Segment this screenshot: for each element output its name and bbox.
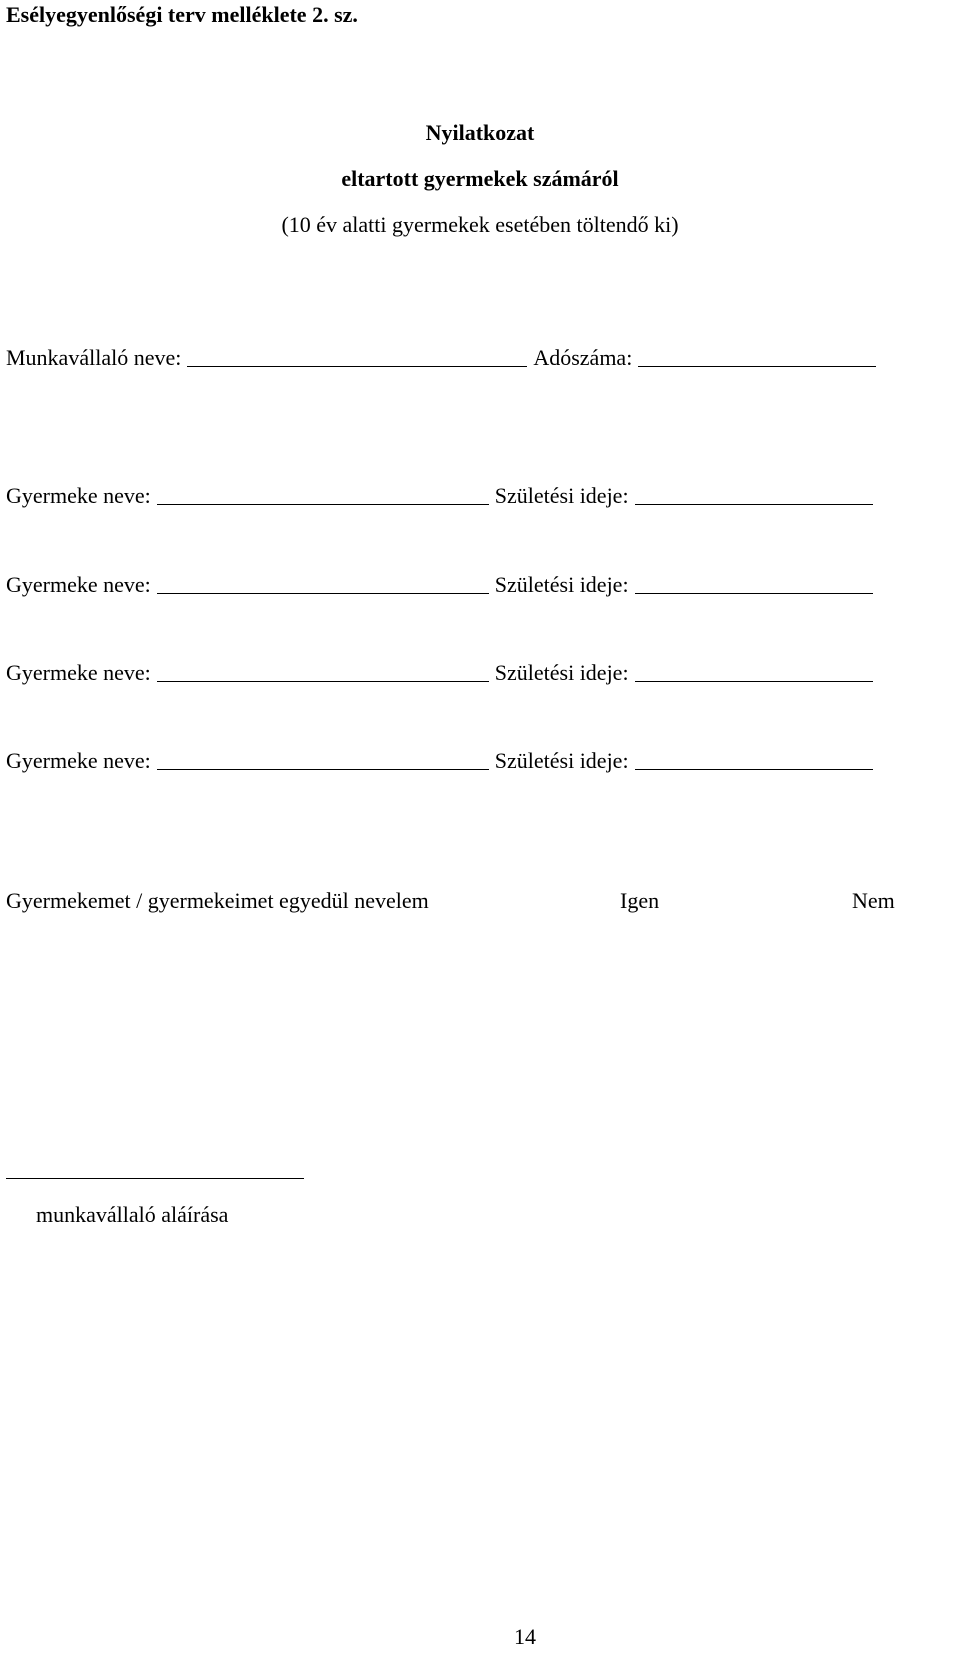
form-title: Nyilatkozat — [425, 120, 535, 145]
signature-label: munkavállaló aláírása — [36, 1202, 229, 1227]
child-name-field[interactable] — [157, 749, 489, 770]
child-row — [6, 483, 879, 509]
page-number: 14 — [514, 1624, 536, 1649]
child-birth-label: Születési ideje: — [494, 660, 629, 685]
employee-name-field[interactable] — [187, 346, 527, 367]
child-name-label: Gyermeke neve: — [6, 660, 151, 685]
child-birth-label: Születési ideje: — [494, 483, 629, 508]
form-instruction: (10 év alatti gyermekek esetében töltendő ki) — [281, 212, 679, 237]
signature-line[interactable] — [6, 1178, 304, 1179]
child-birth-field[interactable] — [635, 484, 873, 505]
yes-option[interactable]: Igen — [620, 888, 660, 913]
employee-row — [6, 345, 882, 371]
no-option[interactable]: Nem — [852, 888, 895, 913]
tax-number-label: Adószáma: — [533, 345, 633, 370]
child-birth-field[interactable] — [635, 749, 873, 770]
single-parent-row — [6, 888, 429, 914]
child-birth-field[interactable] — [635, 661, 873, 682]
child-name-label: Gyermeke neve: — [6, 748, 151, 773]
child-birth-field[interactable] — [635, 573, 873, 594]
child-birth-label: Születési ideje: — [494, 572, 629, 597]
employee-name-label: Munkavállaló neve: — [6, 345, 182, 370]
child-name-field[interactable] — [157, 661, 489, 682]
child-name-label: Gyermeke neve: — [6, 483, 151, 508]
child-row — [6, 748, 879, 774]
form-subtitle: eltartott gyermekek számáról — [341, 166, 619, 191]
child-birth-label: Születési ideje: — [494, 748, 629, 773]
child-row — [6, 572, 879, 598]
single-parent-question: Gyermekemet / gyermekeimet egyedül nevelem — [6, 888, 429, 913]
child-name-label: Gyermeke neve: — [6, 572, 151, 597]
tax-number-field[interactable] — [638, 346, 876, 367]
child-row — [6, 660, 879, 686]
document-header: Esélyegyenlőségi terv melléklete 2. sz. — [6, 2, 358, 27]
child-name-field[interactable] — [157, 484, 489, 505]
child-name-field[interactable] — [157, 573, 489, 594]
